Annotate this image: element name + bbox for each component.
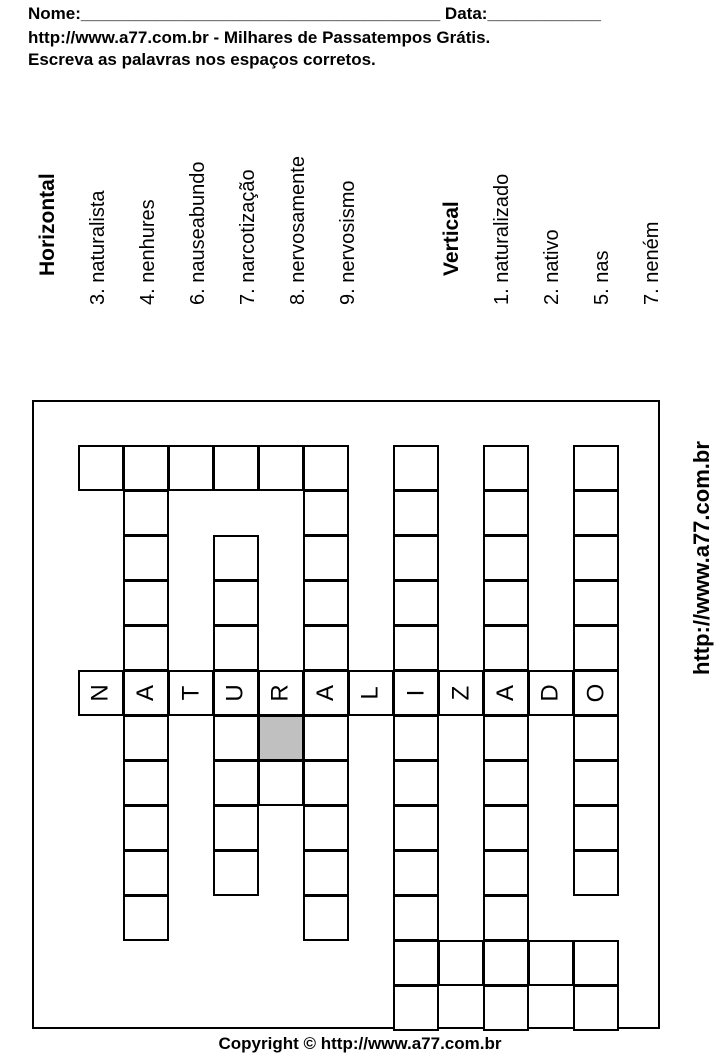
- grid-cell[interactable]: [393, 625, 439, 671]
- grid-cell[interactable]: [303, 625, 349, 671]
- vertical-title: Vertical: [440, 201, 463, 276]
- grid-cell[interactable]: [483, 715, 529, 761]
- grid-letter-text: A: [311, 684, 339, 702]
- grid-cell[interactable]: [123, 805, 169, 851]
- grid-cell[interactable]: [573, 805, 619, 851]
- grid-cell[interactable]: [123, 445, 169, 491]
- grid-cell[interactable]: [573, 760, 619, 806]
- grid-cell[interactable]: [393, 535, 439, 581]
- grid-cell[interactable]: [78, 445, 124, 491]
- site-line: http://www.a77.com.br - Milhares de Passatempos Grátis.: [28, 28, 491, 47]
- grid-cell[interactable]: [303, 760, 349, 806]
- grid-letter: [483, 670, 529, 716]
- grid-cell[interactable]: [483, 580, 529, 626]
- grid-cell[interactable]: [258, 445, 304, 491]
- grid-cell[interactable]: [393, 940, 439, 986]
- data-field[interactable]: ____________: [487, 4, 601, 23]
- horizontal-clue: 7. narcotização: [237, 169, 259, 305]
- grid-cell[interactable]: [213, 715, 259, 761]
- nome-label: Nome:: [28, 4, 81, 23]
- grid-cell[interactable]: [213, 850, 259, 896]
- grid-cell[interactable]: [483, 490, 529, 536]
- grid-letter-text: I: [401, 689, 429, 697]
- grid-cell[interactable]: [528, 940, 574, 986]
- grid-cell[interactable]: [123, 535, 169, 581]
- grid-cell[interactable]: [303, 490, 349, 536]
- grid-cell[interactable]: [303, 805, 349, 851]
- grid-letter-text: A: [131, 684, 159, 702]
- grid-cell[interactable]: [483, 625, 529, 671]
- grid-cell[interactable]: [123, 850, 169, 896]
- grid-cell[interactable]: [303, 445, 349, 491]
- grid-cell[interactable]: [483, 895, 529, 941]
- grid-cell[interactable]: [483, 985, 529, 1031]
- data-label: Data:: [444, 4, 488, 23]
- grid-cell[interactable]: [303, 850, 349, 896]
- vertical-clue: 5. nas: [591, 250, 613, 305]
- side-url: http://www.a77.com.br: [689, 441, 714, 675]
- grid-letter: [123, 670, 169, 716]
- horizontal-clue: 6. nauseabundo: [187, 161, 209, 305]
- grid-cell[interactable]: [213, 625, 259, 671]
- grid-cell[interactable]: [393, 805, 439, 851]
- grid-letter: [438, 670, 484, 716]
- grid-cell[interactable]: [483, 760, 529, 806]
- grid-cell[interactable]: [573, 985, 619, 1031]
- grid-cell[interactable]: [573, 535, 619, 581]
- grid-cell[interactable]: [303, 715, 349, 761]
- grid-cell[interactable]: [213, 535, 259, 581]
- grid-letter: [258, 670, 304, 716]
- grid-cell[interactable]: [483, 940, 529, 986]
- grid-cell[interactable]: [573, 625, 619, 671]
- grid-cell[interactable]: [123, 490, 169, 536]
- grid-cell[interactable]: [123, 760, 169, 806]
- grid-letter-text: Z: [446, 685, 474, 701]
- grid-cell[interactable]: [213, 580, 259, 626]
- grid-letter-text: R: [267, 684, 294, 702]
- grid-cell[interactable]: [213, 805, 259, 851]
- grid-letter-text: D: [537, 684, 564, 702]
- grid-letter: [78, 670, 124, 716]
- grid-cell[interactable]: [483, 445, 529, 491]
- instructions: Escreva as palavras nos espaços corretos.: [28, 50, 376, 69]
- grid-letter-text: N: [87, 684, 114, 702]
- grid-letter-text: L: [356, 686, 384, 700]
- grid-cell[interactable]: [483, 535, 529, 581]
- nome-field[interactable]: ______________________________________: [80, 4, 441, 23]
- grid-letter: [393, 670, 439, 716]
- vertical-clue: 1. naturalizado: [491, 173, 513, 305]
- grid-cell[interactable]: [573, 850, 619, 896]
- grid-letter: [348, 670, 394, 716]
- grid-cell[interactable]: [483, 850, 529, 896]
- grid-cell[interactable]: [213, 760, 259, 806]
- grid-cell[interactable]: [168, 445, 214, 491]
- name-date-line: [28, 4, 601, 24]
- grid-letter: [303, 670, 349, 716]
- grid-cell[interactable]: [393, 490, 439, 536]
- grid-cell[interactable]: [393, 715, 439, 761]
- grid-cell[interactable]: [303, 895, 349, 941]
- grid-letter: [168, 670, 214, 716]
- grid-letter-text: U: [222, 684, 249, 702]
- copyright: Copyright © http://www.a77.com.br: [218, 1034, 502, 1053]
- grid-cell[interactable]: [393, 985, 439, 1031]
- grid-cell[interactable]: [123, 895, 169, 941]
- horizontal-title: Horizontal: [36, 173, 59, 276]
- grid-cell[interactable]: [393, 580, 439, 626]
- shaded-cell[interactable]: [258, 715, 304, 761]
- grid-letter: [213, 670, 259, 716]
- grid-cell[interactable]: [483, 805, 529, 851]
- grid-cell[interactable]: [303, 535, 349, 581]
- grid-letter-text: T: [176, 685, 204, 701]
- horizontal-clue: 4. nenhures: [137, 199, 159, 305]
- grid-cell[interactable]: [573, 580, 619, 626]
- grid-cell[interactable]: [393, 850, 439, 896]
- grid-cell[interactable]: [438, 940, 484, 986]
- grid-cell[interactable]: [213, 445, 259, 491]
- grid-cell[interactable]: [303, 580, 349, 626]
- grid-letter-text: O: [581, 683, 609, 703]
- grid-cell[interactable]: [123, 625, 169, 671]
- grid-cell[interactable]: [573, 490, 619, 536]
- grid-letter: [573, 670, 619, 716]
- grid-cell[interactable]: [573, 445, 619, 491]
- horizontal-clue: 8. nervosamente: [287, 156, 309, 305]
- grid-cell[interactable]: [123, 580, 169, 626]
- grid-cell[interactable]: [393, 445, 439, 491]
- grid-letter: [528, 670, 574, 716]
- grid-cell[interactable]: [258, 760, 304, 806]
- horizontal-clue: 9. nervosismo: [337, 180, 359, 305]
- grid-cell[interactable]: [573, 715, 619, 761]
- grid-cell[interactable]: [573, 940, 619, 986]
- vertical-clue: 7. neném: [641, 221, 663, 305]
- vertical-clue: 2. nativo: [541, 229, 563, 305]
- grid-letter-text: A: [491, 684, 519, 702]
- grid-cell[interactable]: [393, 760, 439, 806]
- horizontal-clue: 3. naturalista: [87, 190, 109, 305]
- grid-cell[interactable]: [123, 715, 169, 761]
- grid-cell[interactable]: [393, 895, 439, 941]
